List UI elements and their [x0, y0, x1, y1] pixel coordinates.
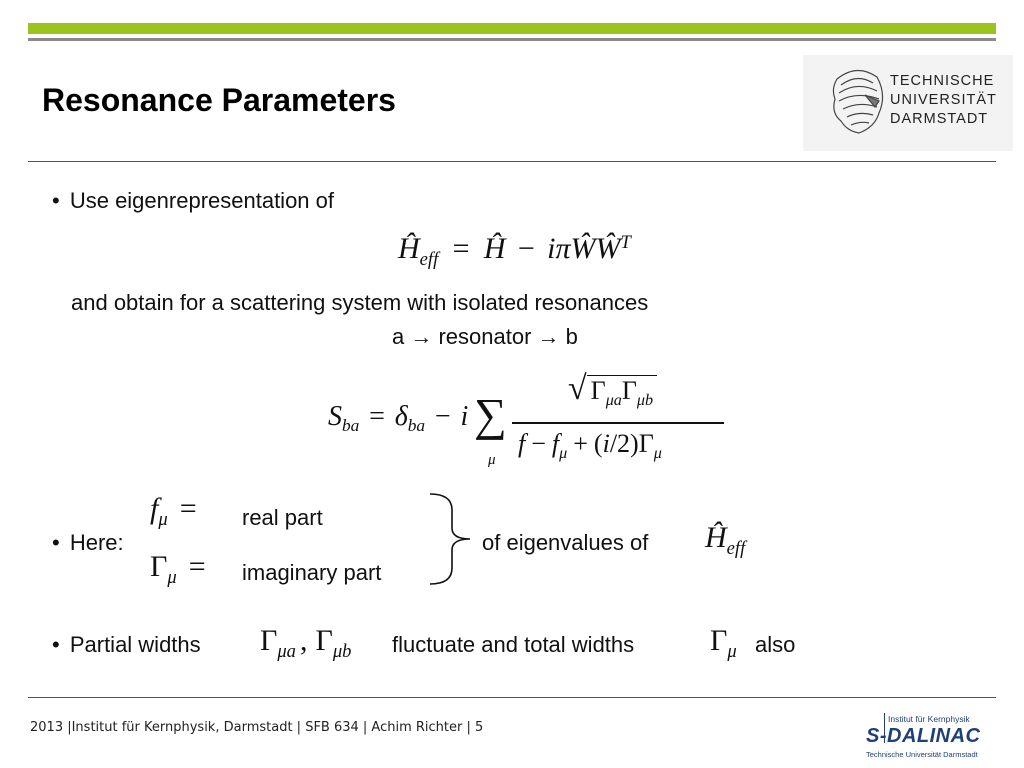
logo-line: UNIVERSITÄT [890, 92, 997, 108]
sum-symbol: ∑ [474, 389, 507, 440]
sum-index: μ [488, 452, 496, 468]
gamma-mu-symbol: $\Gamma_\mu$ = [150, 550, 206, 588]
bullet-text: Here: [69, 530, 124, 555]
accent-bar [28, 23, 996, 34]
footer-text: 2013 |Institut für Kernphysik, Darmstadt | SFB 634 | Achim Richter | 5 [30, 720, 484, 735]
real-part-label: real part [242, 505, 323, 530]
bullet-item [52, 632, 201, 658]
logo-wordmark: S-DALINAC [866, 725, 981, 747]
body-text: and obtain for a scattering system with isolated resonances [71, 290, 649, 315]
bullet-text: Use eigenrepresentation of [69, 188, 334, 213]
total-width-symbol: $\Gamma_\mu$ [710, 624, 737, 662]
body-text: a → resonator → b [392, 324, 578, 349]
also-text: also [755, 632, 796, 657]
right-brace-icon [428, 492, 478, 586]
partial-widths-symbols: $\Gamma_{\mu a}$ , $\Gamma_{\mu b}$ [260, 624, 352, 662]
bullet-text: Partial widths [69, 632, 201, 657]
logo-caption: Technische Universität Darmstadt [866, 750, 978, 759]
logo-line: DARMSTADT [890, 111, 989, 127]
header-divider [28, 161, 996, 162]
eigenvalues-label: of eigenvalues of [482, 530, 649, 555]
athena-head-icon [817, 55, 897, 151]
slide-title: Resonance Parameters [42, 82, 396, 118]
denominator: $f - f_\mu + (i/2)\Gamma_\mu$ [518, 429, 662, 462]
tu-darmstadt-logo [803, 55, 1013, 151]
bullet-dot: • [52, 632, 60, 657]
numerator: √ $\Gamma_{\mu a}\Gamma_{\mu b}$ [568, 370, 657, 408]
heff-symbol: $Ĥ_{eff}$ [705, 521, 746, 559]
sdalinac-logo [862, 713, 1002, 763]
bullet-item [52, 188, 334, 214]
bullet-dot: • [52, 188, 60, 213]
bullet-item [52, 530, 124, 556]
logo-line: TECHNISCHE [890, 73, 995, 89]
bullet-dot: • [52, 530, 60, 555]
footer-divider [28, 697, 996, 698]
fluctuate-text: fluctuate and total widths [392, 632, 635, 657]
fraction-line [512, 422, 724, 424]
logo-caption: Institut für Kernphysik [888, 714, 970, 724]
accent-bar-thin [28, 38, 996, 41]
f-mu-symbol: $f_\mu$ = [150, 492, 197, 530]
equation-sba: $S_{ba} = \delta_{ba} - i$ ∑ μ √ $\Gamma_{\mu a}\Gamma_{\mu b}$ $f - f_\mu + (i/2)\Gamma_\mu$ [328, 366, 748, 476]
imaginary-part-label: imaginary part [242, 560, 382, 585]
equation-heff: $Ĥ_{eff}$ = Ĥ − iπŴŴ$^T$ [398, 231, 631, 270]
